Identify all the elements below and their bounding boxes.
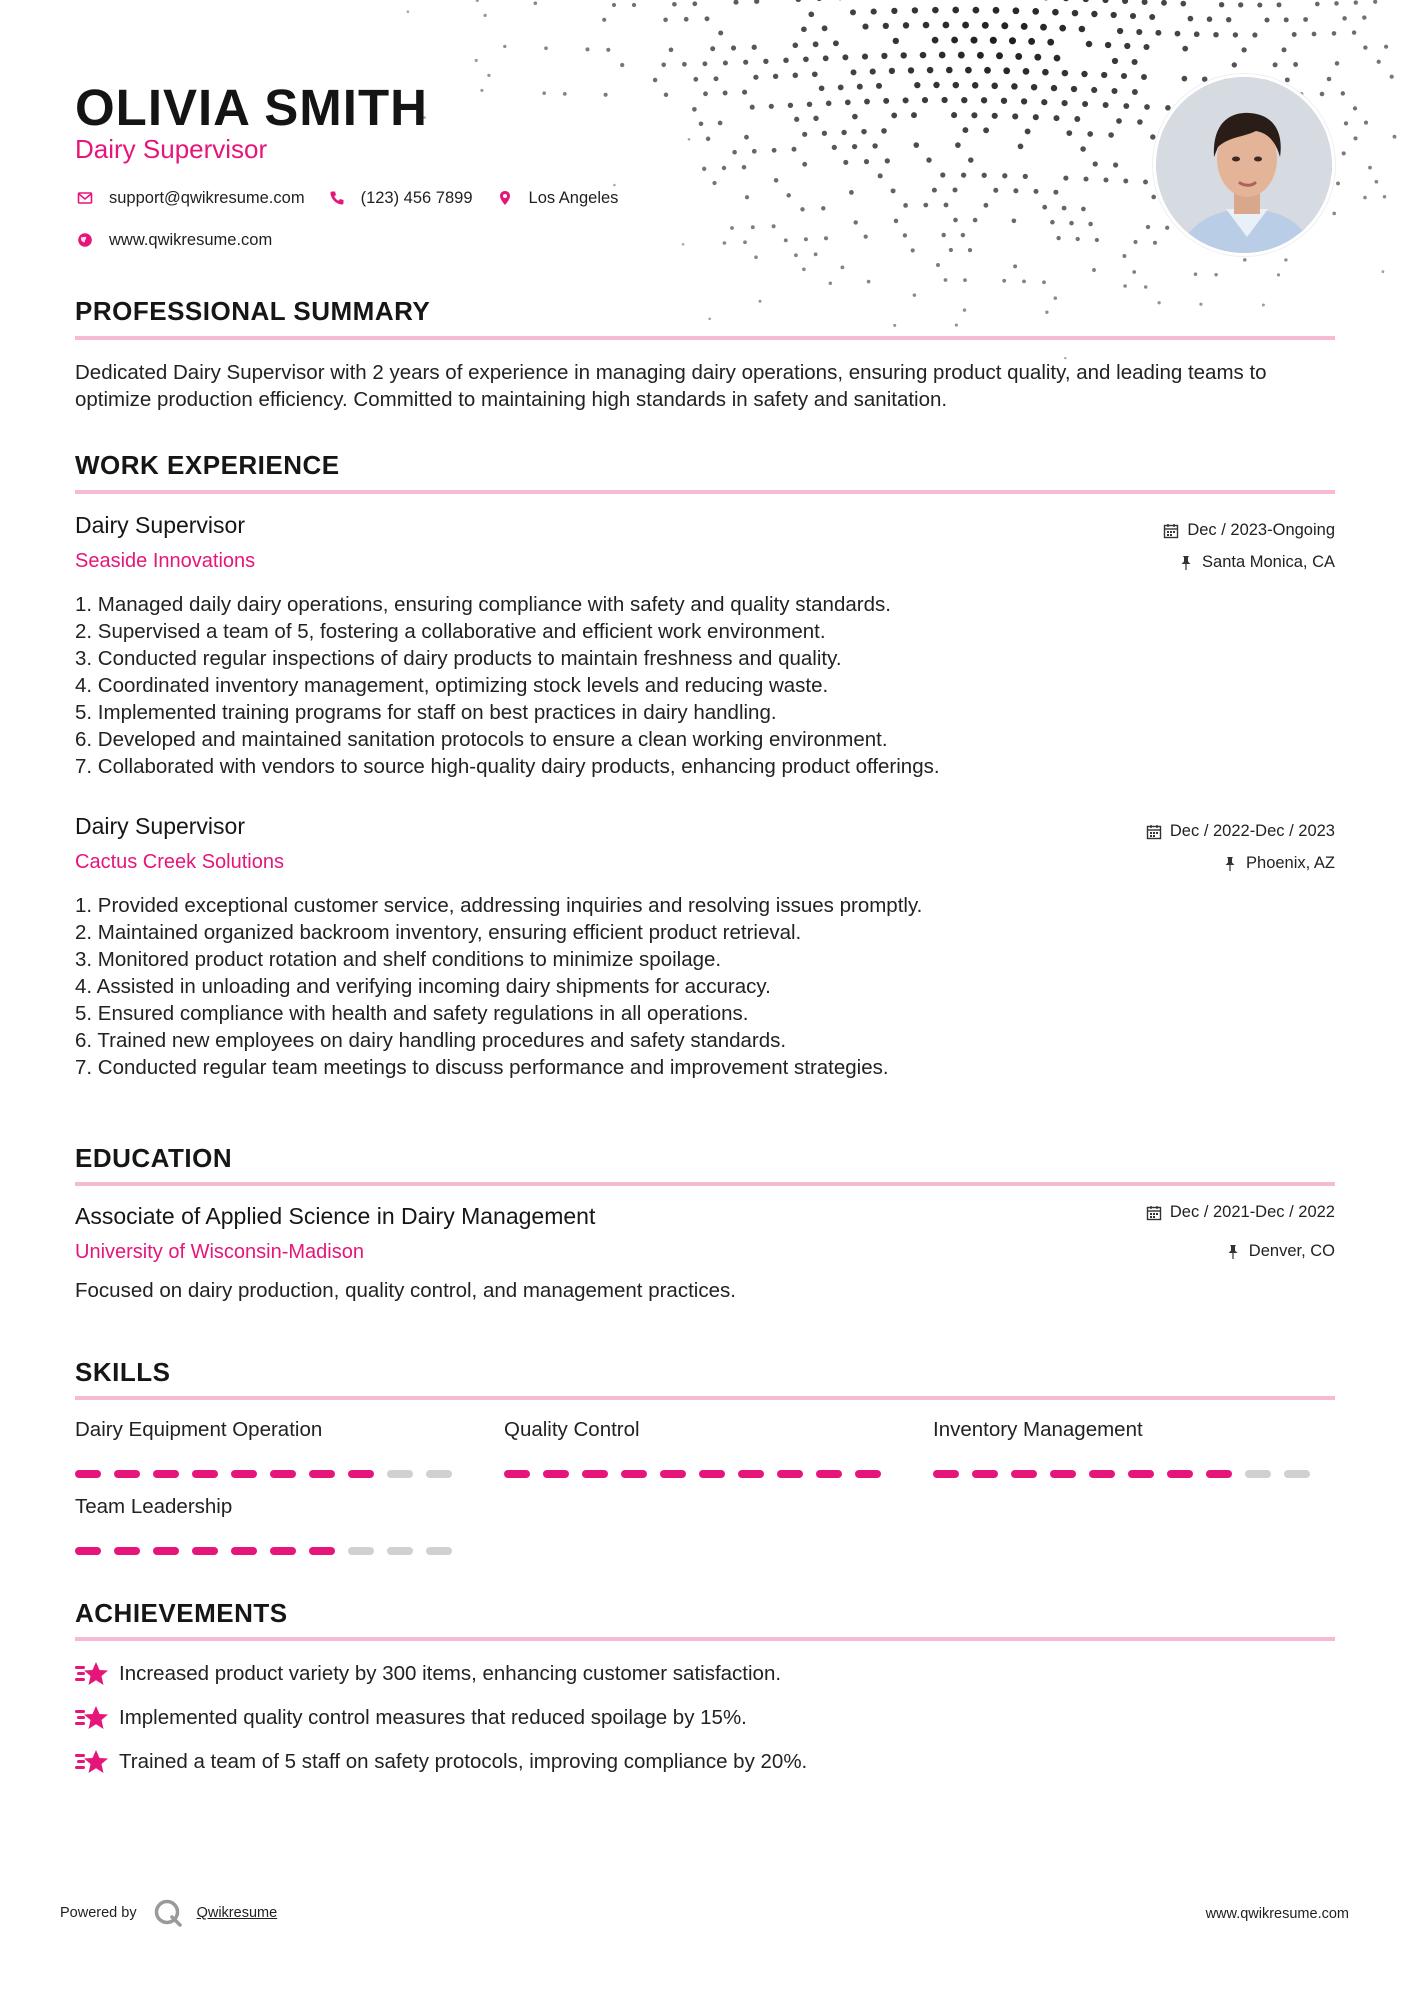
website-item[interactable] [75, 230, 272, 250]
skill-rating-segment [1167, 1470, 1193, 1478]
education-dates-text: Dec / 2021-Dec / 2022 [1169, 1203, 1335, 1221]
skill-rating-segment [933, 1470, 959, 1478]
education-divider [75, 1182, 1335, 1186]
skill-rating-segment [114, 1470, 140, 1478]
job-dates-text: Dec / 2022-Dec / 2023 [1169, 822, 1335, 840]
calendar-icon [1146, 1205, 1162, 1221]
job-title: Dairy Supervisor [75, 512, 245, 538]
skills-heading: SKILLS [75, 1357, 171, 1387]
skill-rating-segment [387, 1470, 413, 1478]
skill-rating-segment [1245, 1470, 1271, 1478]
school-name: University of Wisconsin-Madison [75, 1241, 364, 1263]
skill-rating-segment [426, 1547, 452, 1555]
company-name: Cactus Creek Solutions [75, 851, 284, 873]
pushpin-icon [1178, 555, 1194, 571]
skill-rating-segment [309, 1470, 335, 1478]
skill-rating-segment [738, 1470, 764, 1478]
skill-rating-segment [192, 1547, 218, 1555]
job-location-text: Phoenix, AZ [1246, 854, 1335, 872]
list-item: 3. Conducted regular inspections of dairy products to maintain freshness and quality. [75, 647, 842, 670]
calendar-icon [1146, 824, 1162, 840]
website-row [75, 230, 294, 250]
skill-rating-segment [855, 1470, 881, 1478]
list-item: 4. Assisted in unloading and verifying incoming dairy shipments for accuracy. [75, 975, 771, 998]
skill-item [75, 1418, 455, 1442]
job-dates [1163, 521, 1335, 540]
skill-rating-segment [75, 1470, 101, 1478]
list-item: 5. Ensured compliance with health and safety regulations in all operations. [75, 1002, 749, 1025]
map-pin-icon [495, 188, 515, 208]
skill-rating-segment [699, 1470, 725, 1478]
skill-rating-segment [1284, 1470, 1310, 1478]
location-text: Los Angeles [528, 188, 619, 207]
skill-rating-segment [270, 1470, 296, 1478]
list-item: 4. Coordinated inventory management, optimizing stock levels and reducing waste. [75, 674, 829, 697]
avatar [1153, 74, 1335, 256]
skill-name: Inventory Management [933, 1418, 1143, 1441]
achievements-divider [75, 1637, 1335, 1641]
job-duties-list [75, 591, 1275, 780]
pushpin-icon [1225, 1244, 1241, 1260]
list-item: 2. Supervised a team of 5, fostering a collaborative and efficient work environment. [75, 620, 826, 643]
education-location [1225, 1242, 1335, 1261]
portrait-illustration [1156, 77, 1335, 256]
achievement-item [75, 1704, 747, 1732]
skill-rating-segment [816, 1470, 842, 1478]
location-item [495, 188, 619, 208]
skill-rating-segment [621, 1470, 647, 1478]
list-item: 5. Implemented training programs for staff on best practices in dairy handling. [75, 701, 777, 724]
skill-rating-segment [348, 1470, 374, 1478]
skill-item [933, 1418, 1313, 1442]
phone-icon [327, 188, 347, 208]
contact-row [75, 188, 640, 208]
qwikresume-link[interactable]: Qwikresume [196, 1905, 278, 1921]
skill-rating-segment [231, 1547, 257, 1555]
list-item: 6. Trained new employees on dairy handling procedures and safety standards. [75, 1029, 787, 1052]
skill-name: Quality Control [504, 1418, 640, 1441]
job-location [1222, 854, 1335, 873]
skill-rating-segment [426, 1470, 452, 1478]
skill-rating-segment [582, 1470, 608, 1478]
skill-rating-segment [504, 1470, 530, 1478]
footer-website-link[interactable]: www.qwikresume.com [1205, 1906, 1349, 1922]
skills-divider [75, 1396, 1335, 1400]
skill-rating-segment [309, 1547, 335, 1555]
phone-item[interactable] [327, 188, 473, 208]
list-item: 1. Managed daily dairy operations, ensuring compliance with safety and quality standards. [75, 593, 891, 616]
experience-divider [75, 490, 1335, 494]
skill-rating-segment [1206, 1470, 1232, 1478]
skill-rating-segment [777, 1470, 803, 1478]
summary-text: Dedicated Dairy Supervisor with 2 years of experience in managing dairy operations, ensuring product quality, and leading teams to optimize production efficiency. Committed to maintaining high standards in safety and sanitation. [75, 361, 1267, 411]
skill-name: Team Leadership [75, 1495, 233, 1518]
shooting-star-icon [75, 1748, 109, 1776]
email-item[interactable] [75, 188, 305, 208]
powered-by-label: Powered by [60, 1905, 137, 1921]
summary-divider [75, 336, 1335, 340]
skill-rating-bar [75, 1547, 452, 1555]
list-item: 7. Conducted regular team meetings to discuss performance and improvement strategies. [75, 1056, 889, 1079]
achievement-item [75, 1748, 807, 1776]
education-heading: EDUCATION [75, 1143, 233, 1173]
skill-rating-segment [114, 1547, 140, 1555]
education-dates [1146, 1203, 1335, 1222]
job-location [1178, 553, 1335, 572]
job-dates-text: Dec / 2023-Ongoing [1187, 521, 1335, 539]
skill-rating-segment [192, 1470, 218, 1478]
shooting-star-icon [75, 1704, 109, 1732]
job-title: Dairy Supervisor [75, 813, 245, 839]
candidate-name: OLIVIA SMITH [75, 79, 428, 136]
candidate-title: Dairy Supervisor [75, 134, 268, 164]
skill-rating-bar [933, 1470, 1310, 1478]
skill-name: Dairy Equipment Operation [75, 1418, 323, 1441]
achievement-text: Implemented quality control measures that reduced spoilage by 15%. [119, 1706, 747, 1729]
skill-rating-segment [1011, 1470, 1037, 1478]
skill-rating-bar [75, 1470, 452, 1478]
email-text: support@qwikresume.com [109, 188, 305, 207]
qwikresume-logo-icon [153, 1898, 183, 1928]
job-location-text: Santa Monica, CA [1202, 553, 1335, 571]
list-item: 2. Maintained organized backroom inventory, ensuring efficient product retrieval. [75, 921, 802, 944]
education-description: Focused on dairy production, quality control, and management practices. [75, 1279, 736, 1302]
achievements-heading: ACHIEVEMENTS [75, 1598, 288, 1628]
phone-text: (123) 456 7899 [360, 188, 473, 207]
list-item: 1. Provided exceptional customer service, addressing inquiries and resolving issues promptly. [75, 894, 923, 917]
skill-rating-segment [543, 1470, 569, 1478]
footer-powered-by [60, 1898, 277, 1928]
list-item: 6. Developed and maintained sanitation protocols to ensure a clean working environment. [75, 728, 888, 751]
achievement-text: Trained a team of 5 staff on safety protocols, improving compliance by 20%. [119, 1750, 808, 1773]
skill-rating-segment [153, 1547, 179, 1555]
skill-rating-segment [75, 1547, 101, 1555]
list-item: 3. Monitored product rotation and shelf conditions to minimize spoilage. [75, 948, 722, 971]
degree-title: Associate of Applied Science in Dairy Management [75, 1203, 596, 1229]
skill-rating-segment [231, 1470, 257, 1478]
skill-rating-segment [387, 1547, 413, 1555]
shooting-star-icon [75, 1660, 109, 1688]
education-location-text: Denver, CO [1248, 1242, 1335, 1260]
skill-rating-segment [348, 1547, 374, 1555]
globe-icon [75, 230, 95, 250]
website-text: www.qwikresume.com [109, 230, 273, 249]
company-name: Seaside Innovations [75, 550, 256, 572]
summary-heading: PROFESSIONAL SUMMARY [75, 296, 431, 326]
skill-rating-segment [1089, 1470, 1115, 1478]
job-duties-list [75, 892, 1275, 1081]
email-icon [75, 188, 95, 208]
achievement-text: Increased product variety by 300 items, enhancing customer satisfaction. [119, 1662, 782, 1685]
skill-rating-bar [504, 1470, 881, 1478]
skill-rating-segment [972, 1470, 998, 1478]
skill-item [504, 1418, 884, 1442]
skill-rating-segment [1050, 1470, 1076, 1478]
experience-heading: WORK EXPERIENCE [75, 450, 340, 480]
skill-rating-segment [1128, 1470, 1154, 1478]
skill-rating-segment [660, 1470, 686, 1478]
job-dates [1146, 822, 1335, 841]
list-item: 7. Collaborated with vendors to source high-quality dairy products, enhancing product offerings. [75, 755, 940, 778]
calendar-icon [1163, 523, 1179, 539]
skill-rating-segment [270, 1547, 296, 1555]
skill-item [75, 1495, 455, 1519]
skill-rating-segment [153, 1470, 179, 1478]
pushpin-icon [1222, 856, 1238, 872]
achievement-item [75, 1660, 781, 1688]
